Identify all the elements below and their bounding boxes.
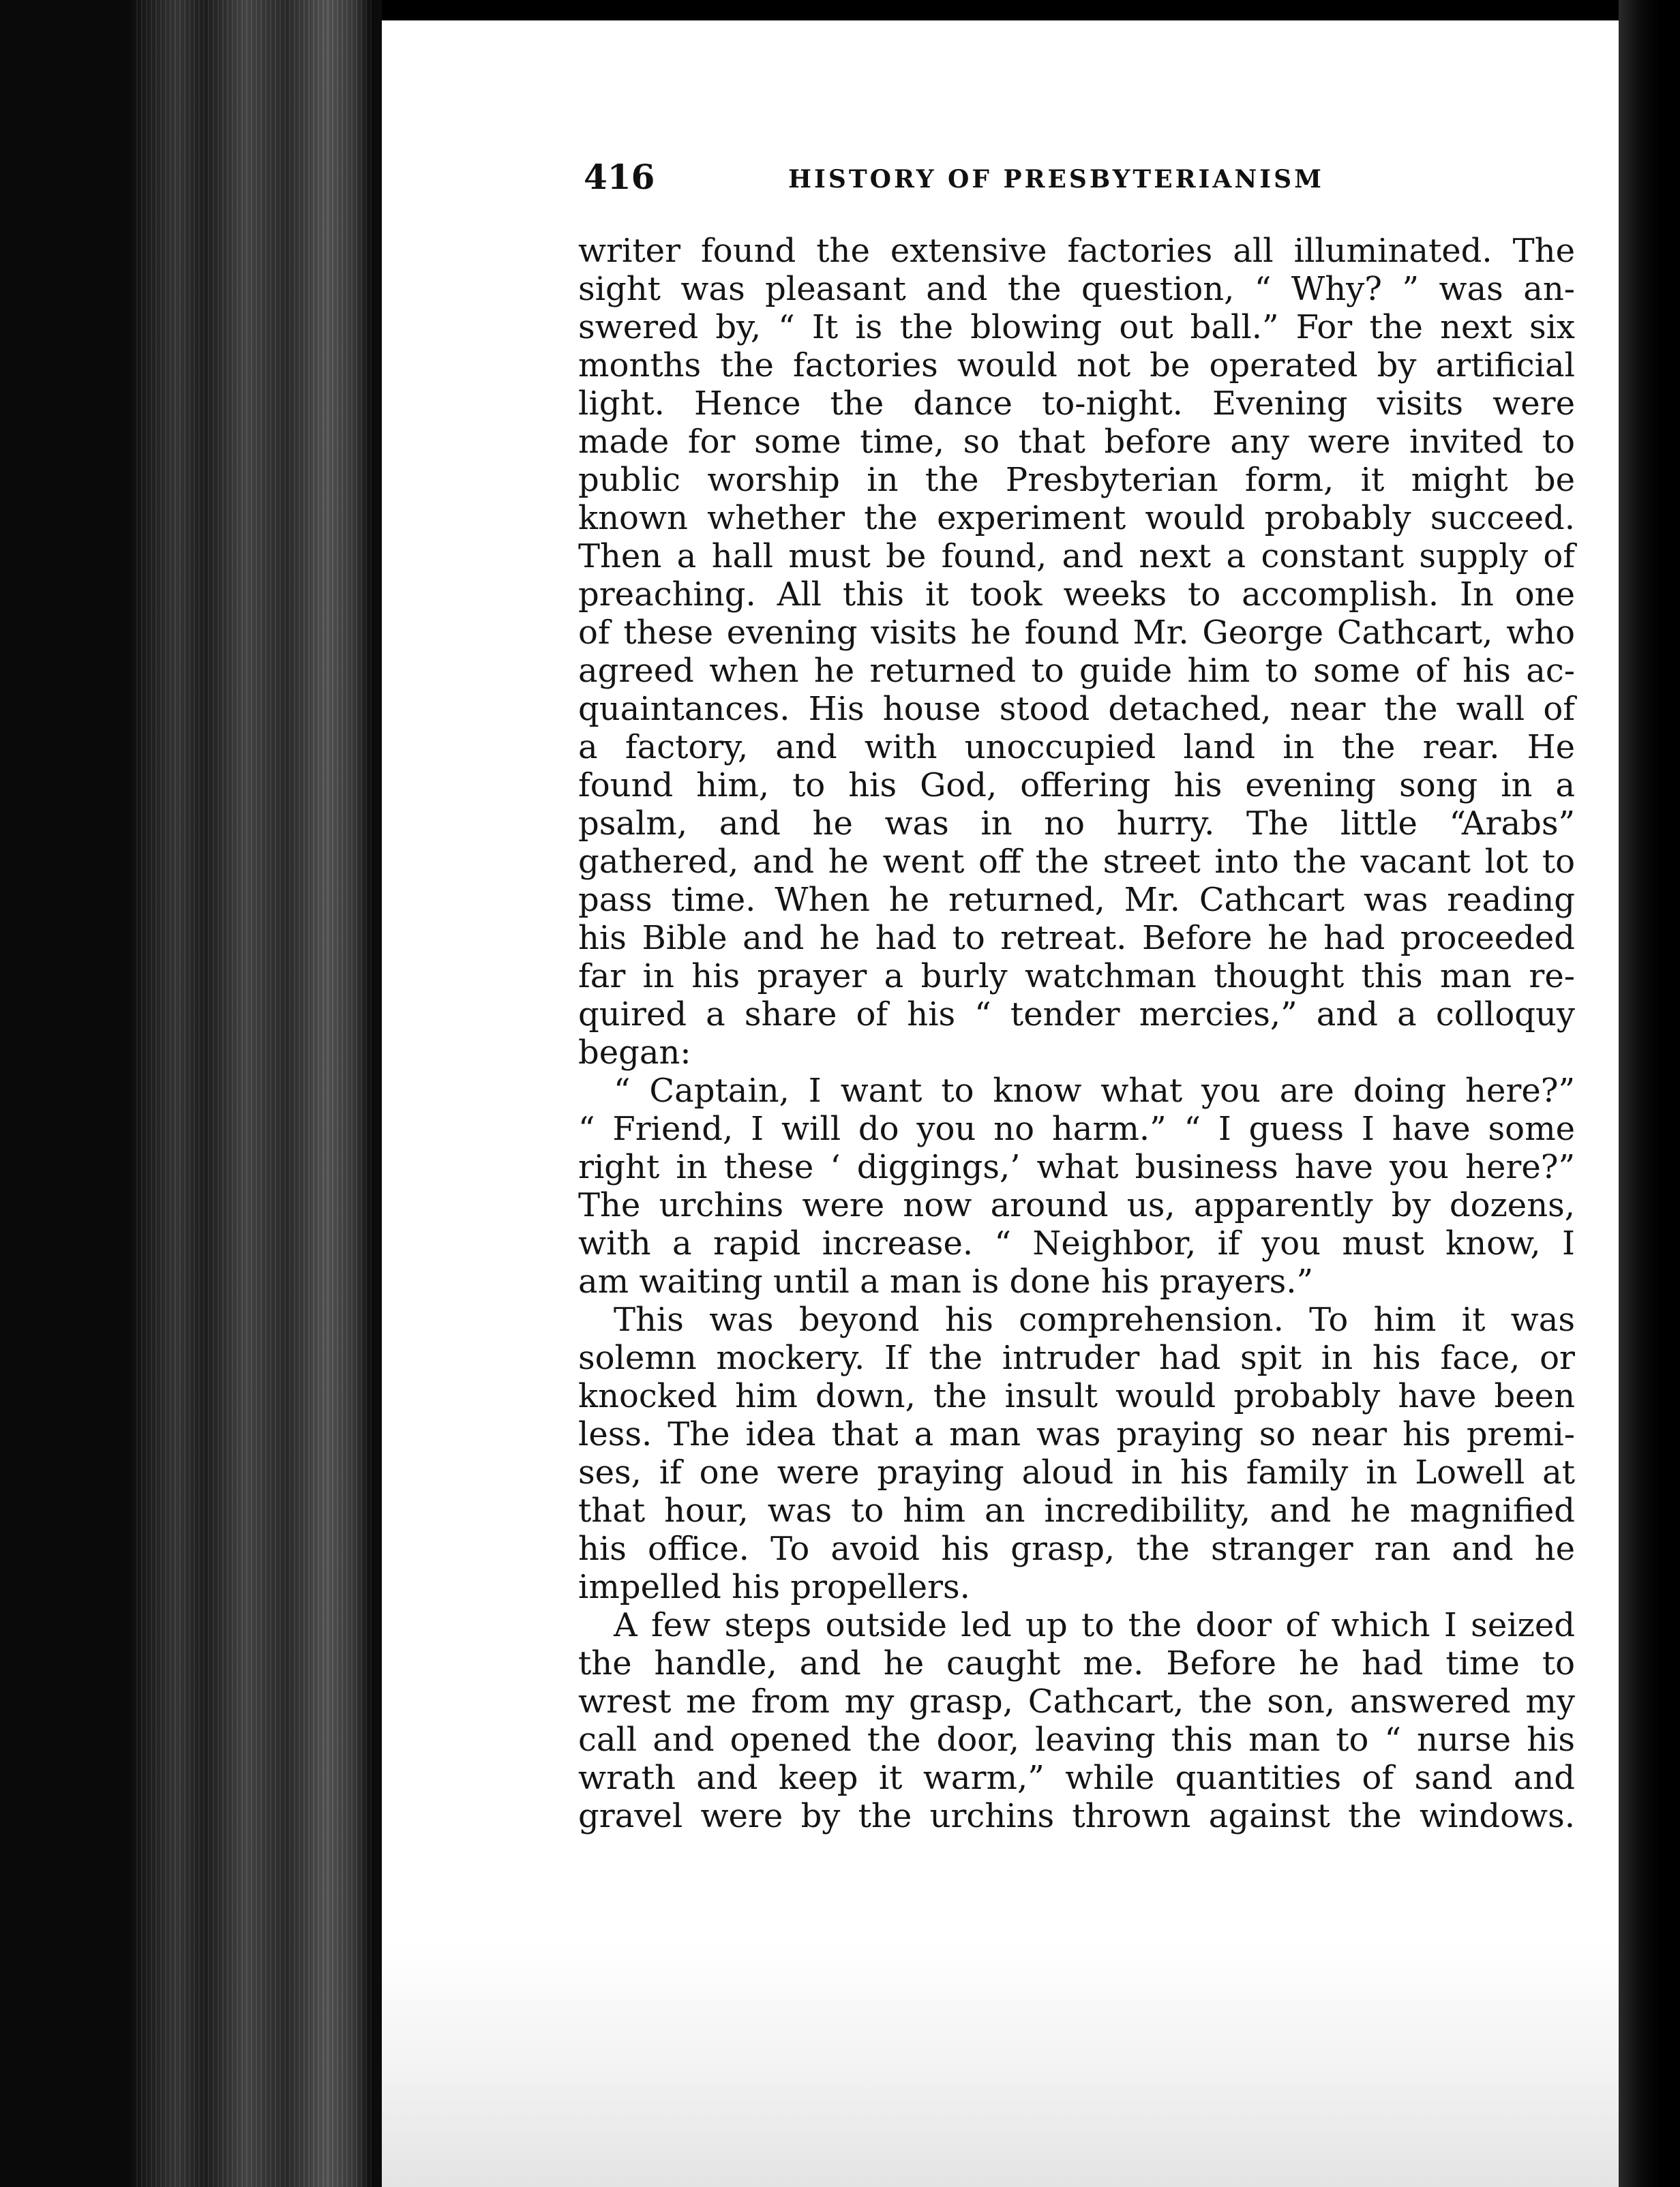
text-line: known whether the experiment would probably succeed. [578, 499, 1575, 537]
text-line: found him, to his God, offering his evening song in a [578, 766, 1575, 804]
text-line: public worship in the Presbyterian form, it might be [578, 461, 1575, 499]
text-line: right in these ‘ diggings,’ what business have you here?” [578, 1148, 1575, 1186]
text-line: “ Captain, I want to know what you are doing here?” [614, 1072, 1575, 1110]
text-line: quired a share of his “ tender mercies,” and a colloquy [578, 995, 1575, 1034]
text-line: impelled his propellers. [578, 1568, 970, 1606]
text-line: his office. To avoid his grasp, the stranger ran and he [578, 1530, 1575, 1568]
text-line: his Bible and he had to retreat. Before he had proceeded [578, 919, 1575, 957]
text-line: that hour, was to him an incredibility, and he magnified [578, 1492, 1575, 1530]
text-line: A few steps outside led up to the door of which I seized [614, 1606, 1575, 1644]
text-line: solemn mockery. If the intruder had spit in his face, or [578, 1339, 1575, 1377]
text-line: sight was pleasant and the question, “ Why? ” was an- [578, 270, 1575, 308]
text-line: light. Hence the dance to-night. Evening visits were [578, 384, 1575, 423]
page-number: 416 [584, 157, 655, 197]
text-line: am waiting until a man is done his prayers.” [578, 1263, 1314, 1301]
book-gutter [0, 0, 382, 2187]
text-line: This was beyond his comprehension. To him it was [614, 1301, 1575, 1339]
scan-right-border [1619, 0, 1680, 2187]
text-line: “ Friend, I will do you no harm.” “ I guess I have some [578, 1110, 1575, 1148]
text-line: psalm, and he was in no hurry. The little “Arabs” [578, 804, 1575, 843]
text-line: months the factories would not be operated by artificial [578, 346, 1575, 384]
text-line: preaching. All this it took weeks to accomplish. In one [578, 575, 1575, 614]
text-line: wrest me from my grasp, Cathcart, the son, answered my [578, 1683, 1575, 1721]
text-line: began: [578, 1034, 691, 1072]
text-line: agreed when he returned to guide him to some of his ac- [578, 652, 1575, 690]
text-line: a factory, and with unoccupied land in the rear. He [578, 728, 1575, 766]
book-page [382, 20, 1619, 2187]
text-line: knocked him down, the insult would probably have been [578, 1377, 1575, 1415]
text-line: ses, if one were praying aloud in his family in Lowell at [578, 1453, 1575, 1492]
text-line: less. The idea that a man was praying so near his premi- [578, 1415, 1575, 1453]
text-line: wrath and keep it warm,” while quantities of sand and [578, 1759, 1575, 1797]
page-header [584, 157, 1579, 211]
text-line: gathered, and he went off the street into the vacant lot to [578, 843, 1575, 881]
text-line: made for some time, so that before any were invited to [578, 423, 1575, 461]
text-line: writer found the extensive factories all illuminated. The [578, 232, 1575, 270]
text-line: gravel were by the urchins thrown against the windows. [578, 1797, 1575, 1835]
page-edges [136, 0, 375, 2187]
text-line: Then a hall must be found, and next a constant supply of [578, 537, 1575, 575]
running-head: HISTORY OF PRESBYTERIANISM [788, 165, 1324, 194]
body-text [578, 232, 1575, 1835]
text-line: The urchins were now around us, apparently by dozens, [578, 1186, 1575, 1224]
text-line: of these evening visits he found Mr. George Cathcart, who [578, 614, 1575, 652]
text-line: with a rapid increase. “ Neighbor, if you must know, I [578, 1224, 1575, 1263]
text-line: call and opened the door, leaving this man to “ nurse his [578, 1721, 1575, 1759]
text-line: swered by, “ It is the blowing out ball.” For the next six [578, 308, 1575, 346]
text-line: far in his prayer a burly watchman thought this man re- [578, 957, 1575, 995]
text-line: quaintances. His house stood detached, near the wall of [578, 690, 1575, 728]
text-line: the handle, and he caught me. Before he had time to [578, 1644, 1575, 1683]
text-line: pass time. When he returned, Mr. Cathcart was reading [578, 881, 1575, 919]
